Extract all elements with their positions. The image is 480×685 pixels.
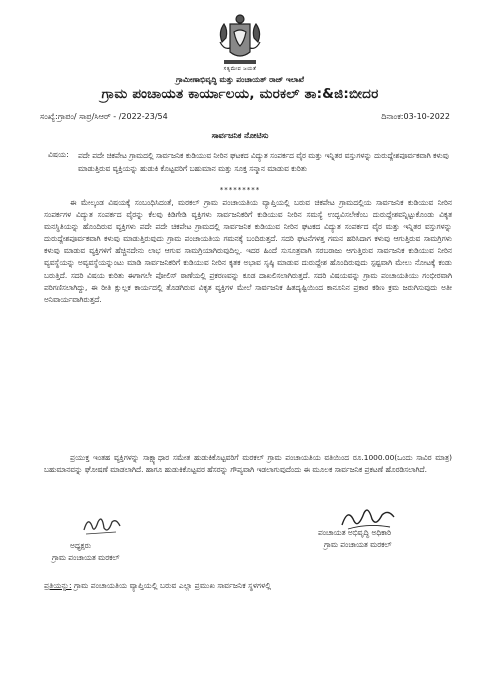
- pdo-office: ಗ್ರಾಮ ಪಂಚಾಯತ ಮರಕಲ್: [324, 540, 392, 549]
- emblem-caption: ಸತ್ಯಮೇವ ಜಯತೆ: [223, 66, 257, 72]
- body-paragraph-1: ಈ ಮೇಲ್ಕಂಡ ವಿಷಯಕ್ಕೆ ಸಂಬಂಧಿಸಿದಂತೆ, ಮರಕಲ್ ಗ್ರಾಮ ಪಂಚಾಯತಿಯ ವ್ಯಾಪ್ತಿಯಲ್ಲಿ ಬರುವ ಚಿಕಪೇಟ ಗ್ರಾಮದಲ್ಲಿಯ ಸಾರ್ವಜನಿಕ ಕುಡಿಯುವ ನೀರಿನ ಸಂಪರ್ಕಗಳ ವಿದ್ಯುತ ಸಂಪರ್ಕದ ವೈರನ್ನು ಕೆಲವು ಕಿಡಿಗೇಡಿ ವ್ಯಕ್ತಿಗಳು ಸಾರ್ವಜನಿಕರಿಗೆ ಕುಡಿಯುವ ನೀರಿನ ಸಮಸ್ಯೆ ಉದ್ಭವಿಸಲೇಕೆಂಬ ದುರುದ್ದೇಶವನ್ನಿಟ್ಟುಕೊಂಡು ವಿಕೃತ ಮನಸ್ಥಿತಿಯನ್ನು ಹೊಂದಿರುವ ವ್ಯಕ್ತಿಗಳು ಪದೇ ಪದೇ ಚಿಕಪೇಟ ಗ್ರಾಮದಲ್ಲಿ ಸಾರ್ವಜನಿಕ ಕುಡಿಯುವ ನೀರಿನ ಘಟಕದ ವಿದ್ಯುತ ಸಂಪರ್ಕದ ವೈರ ಮತ್ತು ಇನ್ನಿತರ ವಸ್ತುಗಳನ್ನು ದುರುದ್ದೇಶಪೂರ್ವಕವಾಗಿ ಕಳುವು ಮಾಡುತ್ತಿರುವುದು ಗ್ರಾಮ ಪಂಚಾಯತಿಯ ಗಮನಕ್ಕೆ ಬಂದಿರುತ್ತದೆ. ಸದರಿ ಘಟನೆಗಳತ್ತ ಗಮನ ಹರಿಸಿದಾಗ ಕಳುವು ಆಗುತ್ತಿರುವ ಸಾಮಗ್ರಿಗಳು ಕಳುವು ಮಾಡುವ ವ್ಯಕ್ತಿಗಳಿಗೆ ಹೆಚ್ಚಿನದೇನು ಲಾಭ ಆಗುವ ಸಾಮಗ್ರಿಯಾಗಿರುವುದಿಲ್ಲ. ಇದರ ಹಿಂದೆ ಸುಸೂತ್ರವಾಗಿ ಸರಬರಾಜು ಆಗುತ್ತಿರುವ ಸಾರ್ವಜನಿಕ ಕುಡಿಯುವ ನೀರಿನ ವ್ಯವಸ್ಥೆಯನ್ನು ಅವ್ಯವಸ್ಥೆಯನ್ನುಂಟು ಮಾಡಿ ಸಾರ್ವಜನಿಕರಿಗೆ ಕುಡಿಯುವ ನೀರಿನ ಕೃತಕ ಅಭಾವ ಸೃಷ್ಠಿ ಮಾಡುವ ದುರುದ್ದೇಶ ಹೊಂದಿರುವುದು ಸ್ಪಷ್ಟವಾಗಿ ಮೇಲು ನೋಟಕ್ಕೆ ಕಂಡು ಬರುತ್ತಿದೆ. ಸದರಿ ವಿಷಯ ಕುರಿತು ಈಗಾಗಲೇ ಪೋಲಿಸ್ ಠಾಣೆಯಲ್ಲಿ ಪ್ರಕರಣವನ್ನು ಕೂಡ ದಾಖಲಿಸಲಾಗಿರುತ್ತದೆ. ಸದರಿ ವಿಷಯವನ್ನು ಗ್ರಾಮ ಪಂಚಾಯತಿಯು ಗಂಭೀರವಾಗಿ ಪರಿಗಣಿಸಲಾಗಿದ್ದು, ಈ ರೀತಿ ಕ್ಷುಲ್ಲಕ ಕಾರ್ಯದಲ್ಲಿ ತೊಡಗಿರುವ ವಿಕೃತ ವ್ಯಕ್ತಿಗಳ ಮೇಲೆ ಸಾರ್ವಜನಿಕ ಹಿತದೃಷ್ಟಿಯಿಂದ ಕಾನೂನಿನ ಪ್ರಕಾರ ಕಠಿಣ ಕ್ರಮ ಜರುಗಿಸುವುದು ಅತೀ ಅನಿವಾರ್ಯವಾಗಿರುತ್ತದೆ.: [44, 198, 452, 304]
- pdo-signature-block: [318, 505, 458, 565]
- office-title: ಗ್ರಾಮ ಪಂಚಾಯತ ಕಾರ್ಯಾಲಯ, ಮರಕಲ್ ತಾ:&ಜಿ:ಬೀದರ: [101, 86, 379, 102]
- body-paragraph-2: ಪ್ರಯುಕ್ತ ಇಂತಹ ವ್ಯಕ್ತಿಗಳನ್ನು ಸಾಕ್ಷ್ಯಾಧಾರ ಸಮೇತ ಹುಡುಕಿಕೊಟ್ಟವರಿಗೆ ಮರಕಲ್ ಗ್ರಾಮ ಪಂಚಾಯತಿಯ ವತಿಯಿಂದ ರೂ.1000.00(ಒಂದು ಸಾವಿರ ಮಾತ್ರ) ಬಹುಮಾನವನ್ನು ಘೋಷಣೆ ಮಾಡಲಾಗಿದೆ. ಹಾಗೂ ಹುಡುಕಿಕೊಟ್ಟವರ ಹೆಸರನ್ನು ಗೌಪ್ಯವಾಗಿ ಇಡಲಾಗುವುದೆಂದು ಈ ಮೂಲಕ ಸಾರ್ವಜನಿಕ ಪ್ರಕಟಣೆ ಹೊರಡಿಸಲಾಗಿದೆ.: [44, 453, 452, 475]
- reference-row: [40, 112, 450, 124]
- notice-title: ಸಾರ್ವಜನಿಕ ನೋಟಿಸು: [211, 131, 269, 140]
- state-emblem-icon: [214, 12, 266, 72]
- president-office: ಗ್ರಾಮ ಪಂಚಾಯತ ಮರಕಲ್: [52, 553, 120, 562]
- president-role: ಅಧ್ಯಕ್ಷರು: [70, 541, 91, 550]
- copy-to-line: [44, 581, 271, 591]
- subject-text: ಪದೇ ಪದೇ ಚಿಕಪೇಟ ಗ್ರಾಮದಲ್ಲಿ ಸಾರ್ವಜನಿಕ ಕುಡಿಯುವ ನೀರಿನ ಘಟಕದ ವಿದ್ಯುತ ಸಂಪರ್ಕದ ವೈರ ಮತ್ತು ಇನ್ನಿತರ ವಸ್ತುಗಳನ್ನು ದುರುದ್ದೇಶಪೂರ್ವಕವಾಗಿ ಕಳುವು ಮಾಡುತ್ತಿರುವ ವ್ಯಕ್ತಿಯನ್ನು ಹುಡುಕಿ ಕೊಟ್ಟವರಿಗೆ ಬಹುಮಾನ ಮತ್ತು ಸೂಕ್ತ ಸನ್ಮಾನ ಮಾಡುವ ಕುರಿತು: [78, 151, 449, 173]
- pdo-role: ಪಂಚಾಯತ ಅಭಿವೃದ್ಧಿ ಅಧಿಕಾರಿ: [318, 528, 391, 537]
- issue-date: ದಿನಾಂಕ:03-10-2022: [381, 112, 450, 121]
- president-signature: [82, 512, 122, 538]
- department-name: ಗ್ರಾಮೀಣಾಭಿವೃದ್ಧಿ ಮತ್ತು ಪಂಚಾಯತ್ ರಾಜ್ ಇಲಾಖೆ: [176, 75, 304, 84]
- reference-number: ಸಂಖ್ಯೆ:ಗ್ರಾಪಂ/ ಸಾಪ್ರ/ಸಿಆರ್ - /2022-23/54: [40, 112, 168, 121]
- copy-to-text: ಗ್ರಾಮ ಪಂಚಾಯತಿಯ ವ್ಯಾಪ್ತಿಯಲ್ಲಿ ಬರುವ ಎಲ್ಲಾ ಪ್ರಮುಖ ಸಾರ್ವಜನಿಕ ಸ್ಥಳಗಳಲ್ಲಿ: [71, 581, 271, 590]
- copy-to-label: ಪ್ರತಿಯನ್ನು:: [44, 581, 72, 590]
- president-signature-block: [44, 512, 174, 572]
- divider: *********: [219, 186, 261, 194]
- subject-label: ವಿಷಯ:: [48, 150, 69, 159]
